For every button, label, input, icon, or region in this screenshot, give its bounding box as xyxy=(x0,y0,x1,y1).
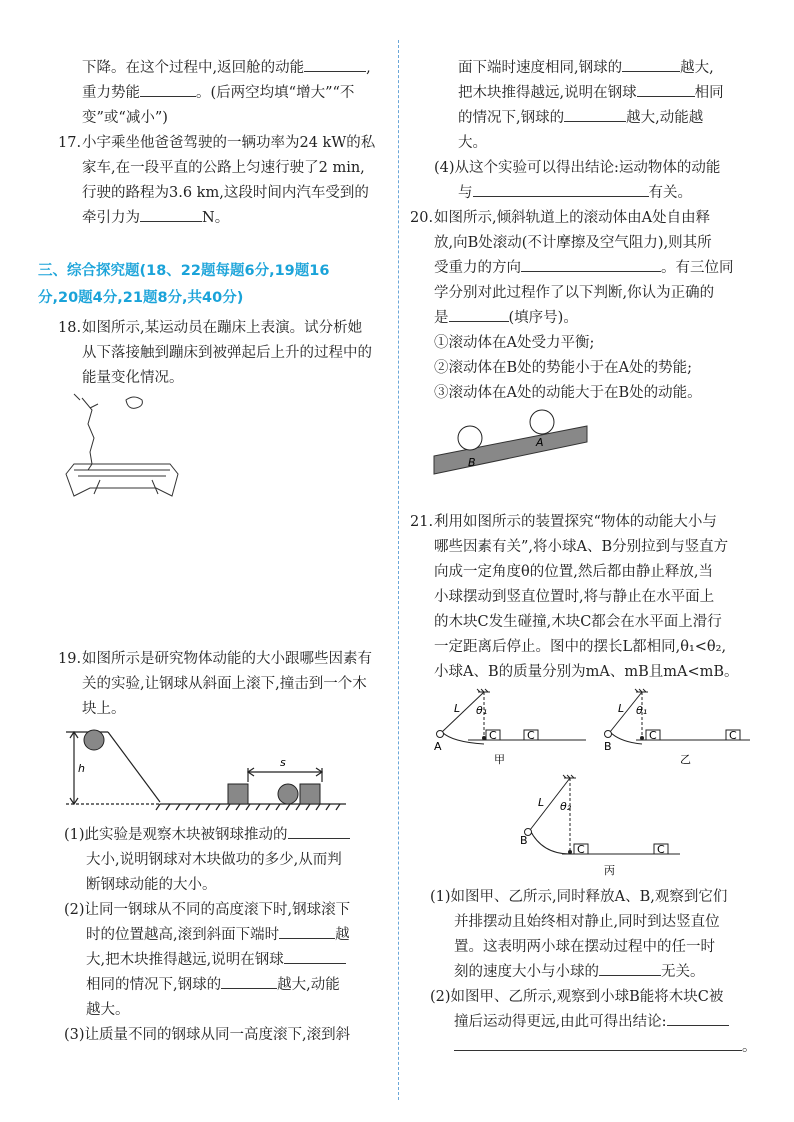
answer-blank[interactable] xyxy=(622,57,680,72)
block-c-label: C xyxy=(527,729,535,742)
block-c-label: C xyxy=(729,729,737,742)
text-line: 相同的情况下,钢球的 越大,动能 xyxy=(86,973,340,998)
text-line: (4)从这个实验可以得出结论:运动物体的动能 xyxy=(434,160,721,176)
angle-label: θ₁ xyxy=(476,704,488,717)
text-line: 大小,说明钢球对木块做功的多少,从而判 xyxy=(86,852,342,868)
text-line: 。 xyxy=(454,1035,757,1060)
text-line: 的情况下,钢球的 越大,动能越 xyxy=(458,106,703,131)
text-line: 是 (填序号)。 xyxy=(434,306,578,331)
text-line: 与 有关。 xyxy=(458,181,692,206)
steel-ball xyxy=(84,730,104,750)
text-line: 能量变化情况。 xyxy=(82,370,184,386)
text-line: 如图所示,某运动员在蹦床上表演。试分析她 xyxy=(82,320,363,336)
inclined-track-figure xyxy=(432,406,592,478)
gymnast-figure xyxy=(82,398,94,470)
text-line: 把木块推得越远,说明在钢球 相同 xyxy=(458,81,724,106)
angle-label: θ₂ xyxy=(560,800,572,813)
rolling-ball xyxy=(458,426,482,450)
text-line: 越大。 xyxy=(86,1002,130,1018)
text-line: (2)如图甲、乙所示,观察到小球B能将木块C被 xyxy=(430,989,724,1005)
option-3: ③滚动体在A处的动能大于在B处的动能。 xyxy=(434,385,702,401)
question-number: 20. xyxy=(410,210,434,226)
trampoline-frame xyxy=(66,464,178,496)
text-line: 断钢球动能的大小。 xyxy=(86,877,217,893)
answer-blank[interactable] xyxy=(454,1036,742,1051)
answer-blank[interactable] xyxy=(667,1011,729,1026)
text-line: (2)让同一钢球从不同的高度滚下时,钢球滚下 xyxy=(64,902,351,918)
length-label: L xyxy=(454,702,461,715)
text-line: 一定距离后停止。图中的摆长L都相同,θ₁<θ₂, xyxy=(434,639,727,655)
text-line: 小宇乘坐他爸爸驾驶的一辆功率为24 kW的私 xyxy=(82,135,376,151)
text-line: 变”或“减小”) xyxy=(82,110,168,126)
text-line: 下降。在这个过程中,返回舱的动能 , xyxy=(82,56,371,81)
question-number: 17. xyxy=(58,135,82,151)
text-line: 放,向B处滚动(不计摩擦及空气阻力),则其所 xyxy=(434,235,712,251)
question-number: 19. xyxy=(58,651,82,667)
text-line: 小球摆动到竖直位置时,将与静止在水平面上 xyxy=(434,589,715,605)
height-label: h xyxy=(78,762,85,775)
point-a-label: A xyxy=(536,436,544,449)
block-c-label: C xyxy=(649,729,657,742)
column-divider xyxy=(398,40,399,1100)
pendulum-figure-bing xyxy=(508,774,688,878)
text-line: 面下端时速度相同,钢球的 越大, xyxy=(458,56,714,81)
wood-block xyxy=(228,784,248,804)
option-1: ①滚动体在A处受力平衡; xyxy=(434,335,595,351)
ramp-experiment-figure xyxy=(66,722,356,822)
steel-ball xyxy=(278,784,298,804)
distance-label: s xyxy=(280,756,286,769)
text-line: 小球A、B的质量分别为mA、mB且mA<mB。 xyxy=(434,664,739,680)
pendulum-figure-jia xyxy=(428,688,588,770)
point-b-label: B xyxy=(468,456,476,469)
answer-blank[interactable] xyxy=(221,974,277,989)
text-line: 哪些因素有关”,将小球A、B分别拉到与竖直方 xyxy=(434,539,729,555)
answer-blank[interactable] xyxy=(140,82,196,97)
text-line: 并排摆动且始终相对静止,同时到达竖直位 xyxy=(454,914,720,930)
block-c-label: C xyxy=(489,729,497,742)
ball-b-label: B xyxy=(520,834,528,847)
section-heading: 三、综合探究题(18、22题每题6分,19题16 xyxy=(38,263,330,279)
option-2: ②滚动体在B处的势能小于在A处的势能; xyxy=(434,360,693,376)
answer-blank[interactable] xyxy=(564,107,626,122)
text-line: 利用如图所示的装置探究“物体的动能大小与 xyxy=(434,514,717,530)
question-number: 18. xyxy=(58,320,82,336)
length-label: L xyxy=(538,796,545,809)
gymnast-figure-upper xyxy=(126,397,142,408)
text-line: 置。这表明两小球在摆动过程中的任一时 xyxy=(454,939,715,955)
text-line: 从下落接触到蹦床到被弹起后上升的过程中的 xyxy=(82,345,372,361)
track xyxy=(434,426,587,474)
text-line: 家车,在一段平直的公路上匀速行驶了2 min, xyxy=(82,160,365,176)
pendulum-figure-yi xyxy=(600,688,760,770)
text-line: 受重力的方向 。有三位同 xyxy=(434,256,734,281)
trampoline-figure xyxy=(60,390,190,510)
answer-blank[interactable] xyxy=(521,257,661,272)
block-c-label: C xyxy=(577,843,585,856)
wood-block xyxy=(300,784,320,804)
answer-blank[interactable] xyxy=(473,182,649,197)
rolling-ball xyxy=(530,410,554,434)
section-heading: 分,20题4分,21题8分,共40分) xyxy=(38,290,244,306)
angle-label: θ₁ xyxy=(636,704,648,717)
answer-blank[interactable] xyxy=(279,924,335,939)
answer-blank[interactable] xyxy=(449,307,509,322)
text-line: 撞后运动得更远,由此可得出结论: xyxy=(454,1010,729,1035)
text-line: 牵引力为 N。 xyxy=(82,206,229,231)
text-line: 行驶的路程为3.6 km,这段时间内汽车受到的 xyxy=(82,185,369,201)
answer-blank[interactable] xyxy=(288,824,350,839)
text-line: 关的实验,让钢球从斜面上滚下,撞击到一个木 xyxy=(82,676,367,692)
figure-caption: 甲 xyxy=(494,753,505,766)
text-line: 刻的速度大小与小球的 无关。 xyxy=(454,960,705,985)
text-line: (1)如图甲、乙所示,同时释放A、B,观察到它们 xyxy=(430,889,728,905)
text-line: 块上。 xyxy=(82,701,126,717)
figure-caption: 乙 xyxy=(680,753,691,766)
text-line: 大。 xyxy=(458,135,487,151)
text-line: (3)让质量不同的钢球从同一高度滚下,滚到斜 xyxy=(64,1027,351,1043)
text-line: 的木块C发生碰撞,木块C都会在水平面上滑行 xyxy=(434,614,722,630)
answer-blank[interactable] xyxy=(140,207,202,222)
text-line: 时的位置越高,滚到斜面下端时 越 xyxy=(86,923,350,948)
text-line: 重力势能 。(后两空均填“增大”“不 xyxy=(82,81,354,106)
answer-blank[interactable] xyxy=(284,949,346,964)
answer-blank[interactable] xyxy=(304,57,366,72)
question-number: 21. xyxy=(410,514,434,530)
text-line: 如图所示是研究物体动能的大小跟哪些因素有 xyxy=(82,651,372,667)
ball-a-label: A xyxy=(434,740,442,753)
figure-caption: 丙 xyxy=(604,864,615,877)
answer-blank[interactable] xyxy=(637,82,695,97)
text-line: (1)此实验是观察木块被钢球推动的 xyxy=(64,823,350,848)
text-line: 如图所示,倾斜轨道上的滚动体由A处自由释 xyxy=(434,210,711,226)
text-line: 学分别对此过程作了以下判断,你认为正确的 xyxy=(434,285,715,301)
block-c-label: C xyxy=(657,843,665,856)
text-line: 向成一定角度θ的位置,然后都由静止释放,当 xyxy=(434,564,713,580)
ball-b-label: B xyxy=(604,740,612,753)
text-line: 大,把木块推得越远,说明在钢球 xyxy=(86,948,346,973)
length-label: L xyxy=(618,702,625,715)
answer-blank[interactable] xyxy=(599,961,661,976)
